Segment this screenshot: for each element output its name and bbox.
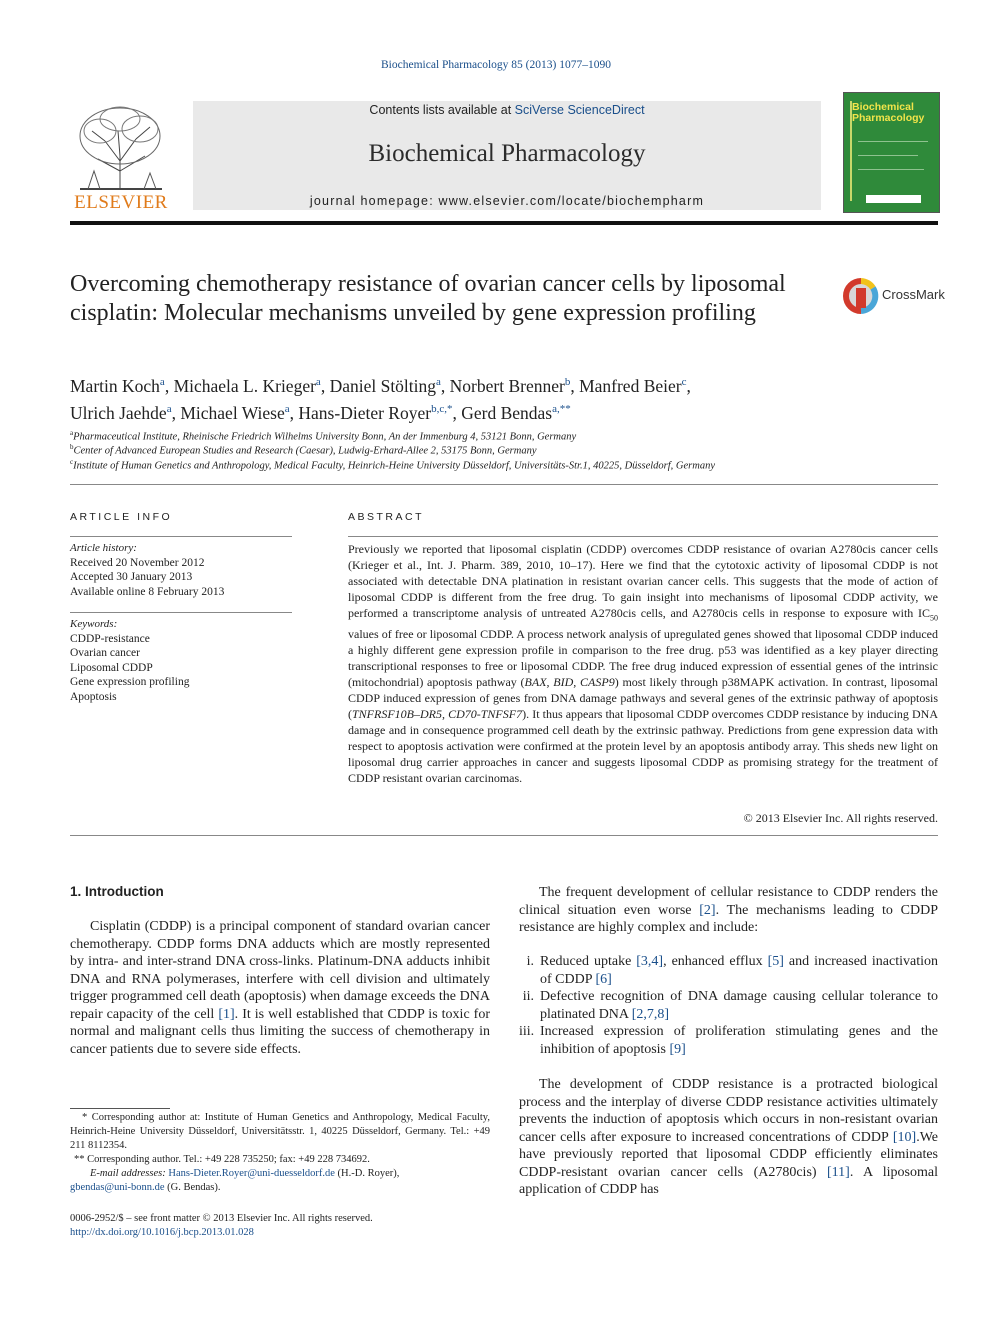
abstract-text: Previously we reported that liposomal cisplatin (CDDP) overcomes CDDP resistance of ovarian A2780cis cancer cells (Krieger et al., Int. J. Pharm. 389, 2010, 10–17). Here we find that the cytotoxic activity of liposomal CDDP is not associated with detectable DNA platination in resistant ovarian cancer cells. This suggests that the mode of action of liposomal CDDP is different from the free drug. To gain insight into mechanisms of liposomal CDDP activity, we performed a transcriptome analysis of untreated A2780cis cells, and A2780cis cells in response to exposure with $IC_{50}$ values of free or liposomal CDDP. A process network analysis of upregulated genes showed that liposomal CDDP induced a highly different gene expression profile in comparison to the free drug. p53 was identified as a key player directing transcriptional responses to free or liposomal CDDP. The free drug induced expression of essential genes of the intrinsic (mitochondrial) apoptosis pathway (BAX, BID, CASP9) most likely through p38MAPK activation. In contrast, liposomal CDDP induced expression of genes from DNA damage pathways and several genes of the extrinsic pathway of apoptosis (TNFRSF10B–DR5, CD70-TNFSF7). It thus appears that liposomal CDDP overcomes CDDP resistance by inducing DNA damage and in consequence programmed cell death by the extrinsic pathway. Predictions from gene expression data with respect to apoptosis activation were confirmed at the protein level by an apoptosis antibody array. This sheds new light on liposomal drug carrier approaches in cancer and suggests liposomal CDDP as promising strategy for the treatment of CDDP resistant ovarian carcinomas.: [348, 542, 939, 786]
keyword: Liposomal CDDP: [70, 661, 153, 674]
author: Norbert Brenner: [449, 375, 565, 396]
author: Michael Wiese: [180, 402, 285, 423]
intro-paragraph: Cisplatin (CDDP) is a principal component of standard ovarian cancer chemotherapy. CDDP forms DNA adducts which are mostly represented by intra- and inter-strand DNA cross-links. Platinum-DNA adducts inhibit DNA and RNA polymerases, interfere with cell division and ultimately trigger programmed cell death (apoptosis) when damage exceeds the DNA repair capacity of the cell [1]. It is well established that CDDP is toxic for normal and malignant cells thus limiting the success of chemotherapy in cancer patients due to severe side effects.: [70, 919, 490, 1057]
section-heading: 1. Introduction: [70, 884, 164, 899]
affiliation: $^b$Center of Advanced European Studies and Research (Caesar), Ludwig-Erhard-Allee 2, 53175 Bonn, Germany: [70, 443, 537, 457]
keyword: Ovarian cancer: [70, 647, 140, 659]
article-info-heading: ARTICLE INFO: [70, 511, 173, 523]
history-item: Received 20 November 2012: [70, 556, 205, 569]
divider: [348, 536, 938, 537]
cover-title: Biochemical Pharmacology: [852, 101, 925, 124]
intro-paragraph: The development of CDDP resistance is a protracted biological process and the interplay of diverse CDDP resistance activities ultimately prevents the induction of apoptosis which occurs in non-resistant ovarian cancer cells after exposure to increased concentrations of CDDP [10].We have previously reported that liposomal CDDP efficiently eliminates CDDP-resistant ovarian cancer cells (A2780cis) [11]. A liposomal application of CDDP has: [519, 1077, 938, 1197]
copyright-notice: © 2013 Elsevier Inc. All rights reserved.: [743, 811, 938, 825]
author-affil-mark[interactable]: b,c,*: [431, 402, 453, 415]
contents-prefix: Contents lists available at: [369, 103, 515, 117]
footnote-emails: E-mail addresses: Hans-Dieter.Royer@uni-duesseldorf.de (H.-D. Royer),: [90, 1168, 400, 1179]
sciencedirect-link[interactable]: SciVerse ScienceDirect: [514, 103, 645, 117]
affiliation: $^a$Pharmaceutical Institute, Rheinische Friedrich Wilhelms University Bonn, An der Immenburg 4, 53121 Bonn, Germany: [70, 429, 577, 443]
issn-line: 0006-2952/$ – see front matter © 2013 Elsevier Inc. All rights reserved.: [70, 1213, 373, 1224]
email-link[interactable]: Hans-Dieter.Royer@uni-duesseldorf.de: [168, 1168, 335, 1179]
header-rule: [70, 221, 938, 225]
author-affil-mark[interactable]: a: [315, 376, 321, 388]
author-affil-mark[interactable]: b: [564, 376, 571, 388]
doi-link[interactable]: http://dx.doi.org/10.1016/j.bcp.2013.01.028: [70, 1227, 254, 1238]
footnote-corresponding-1: * Corresponding author at: Institute of Human Genetics and Anthropology, Medical Faculty, Heinrich-Heine University Düsseldorf, Universitätsstr. 1, 40225 Düsseldorf, Germany. Tel.: +49 211 8112354.: [70, 1112, 490, 1151]
citation-link[interactable]: [6]: [595, 971, 612, 987]
author-affil-mark[interactable]: a: [436, 376, 441, 388]
citation-link[interactable]: [3,4]: [636, 954, 664, 969]
email-link[interactable]: gbendas@uni-bonn.de: [70, 1182, 165, 1193]
divider: [70, 835, 938, 836]
author-affil-mark[interactable]: a: [166, 402, 172, 415]
keyword: CDDP-resistance: [70, 632, 150, 645]
article-history: [70, 541, 292, 599]
divider: [70, 612, 292, 613]
keywords: [70, 617, 292, 704]
author: Ulrich Jaehde: [70, 402, 167, 423]
author: Michaela L. Krieger: [173, 375, 316, 396]
footnote-emails-cont: gbendas@uni-bonn.de (G. Bendas).: [70, 1182, 221, 1193]
citation-link[interactable]: [2,7,8]: [631, 1006, 670, 1022]
elsevier-wordmark: ELSEVIER: [74, 192, 168, 213]
author-affil-mark[interactable]: c: [681, 376, 687, 388]
intro-paragraph: The frequent development of cellular resistance to CDDP renders the clinical situation even worse [2]. The mechanisms leading to CDDP resistance are highly complex and include:: [519, 885, 938, 935]
footnote-rule: [70, 1108, 170, 1109]
author-list: Martin Koch$^a$, Michaela L. Krieger$^a$, Daniel Stölting$^a$, Norbert Brenner$^b$, Manfred Beier$^c$, Ulrich Jaehde$^a$, Michael Wiese$^a$, Hans-Dieter Royer$^{b,c,*}$, Gerd Bendas$^{a,**}$: [70, 375, 691, 423]
citation-link[interactable]: [5]: [767, 954, 784, 969]
author: Gerd Bendas: [461, 402, 553, 423]
author-affil-mark[interactable]: a: [284, 402, 290, 415]
keyword: Gene expression profiling: [70, 676, 190, 688]
abstract-heading: ABSTRACT: [348, 511, 425, 523]
history-item: Available online 8 February 2013: [70, 585, 225, 598]
keyword: Apoptosis: [70, 690, 117, 703]
history-item: Accepted 30 January 2013: [70, 571, 193, 583]
journal-homepage[interactable]: journal homepage: www.elsevier.com/locate/biochempharm: [309, 194, 705, 208]
citation-link[interactable]: [9]: [669, 1041, 686, 1057]
journal-title: Biochemical Pharmacology: [368, 140, 646, 167]
author: Daniel Stölting: [329, 375, 437, 396]
affiliation: $^c$Institute of Human Genetics and Anthropology, Medical Faculty, Heinrich-Heine University Düsseldorf, Universitäts-Str.1, 40225, Düsseldorf, Germany: [70, 458, 715, 472]
citation-link[interactable]: [2]: [699, 902, 716, 918]
divider: [70, 536, 292, 537]
author-affil-mark[interactable]: a,**: [552, 402, 571, 415]
citation-link[interactable]: [10]: [892, 1129, 917, 1145]
keywords-label: Keywords:: [70, 618, 118, 630]
author: Hans-Dieter Royer: [298, 402, 432, 423]
journal-reference[interactable]: Biochemical Pharmacology 85 (2013) 1077–1090: [381, 59, 611, 71]
contents-line: [193, 103, 821, 117]
crossmark-label[interactable]: CrossMark: [882, 287, 945, 302]
crossmark-icon[interactable]: [843, 278, 879, 314]
citation-link[interactable]: [11]: [827, 1164, 850, 1180]
author-affil-mark[interactable]: a: [159, 376, 165, 388]
article-title: Overcoming chemotherapy resistance of ovarian cancer cells by liposomal cisplatin: Molecular mechanisms unveiled by gene expression profiling: [70, 271, 786, 326]
history-label: Article history:: [70, 542, 137, 554]
citation-link[interactable]: [1]: [218, 1006, 235, 1022]
divider: [70, 484, 938, 485]
author: Manfred Beier: [579, 375, 682, 396]
footnote-corresponding-2: ** Corresponding author. Tel.: +49 228 735250; fax: +49 228 734692.: [74, 1154, 370, 1165]
author: Martin Koch: [70, 375, 160, 396]
